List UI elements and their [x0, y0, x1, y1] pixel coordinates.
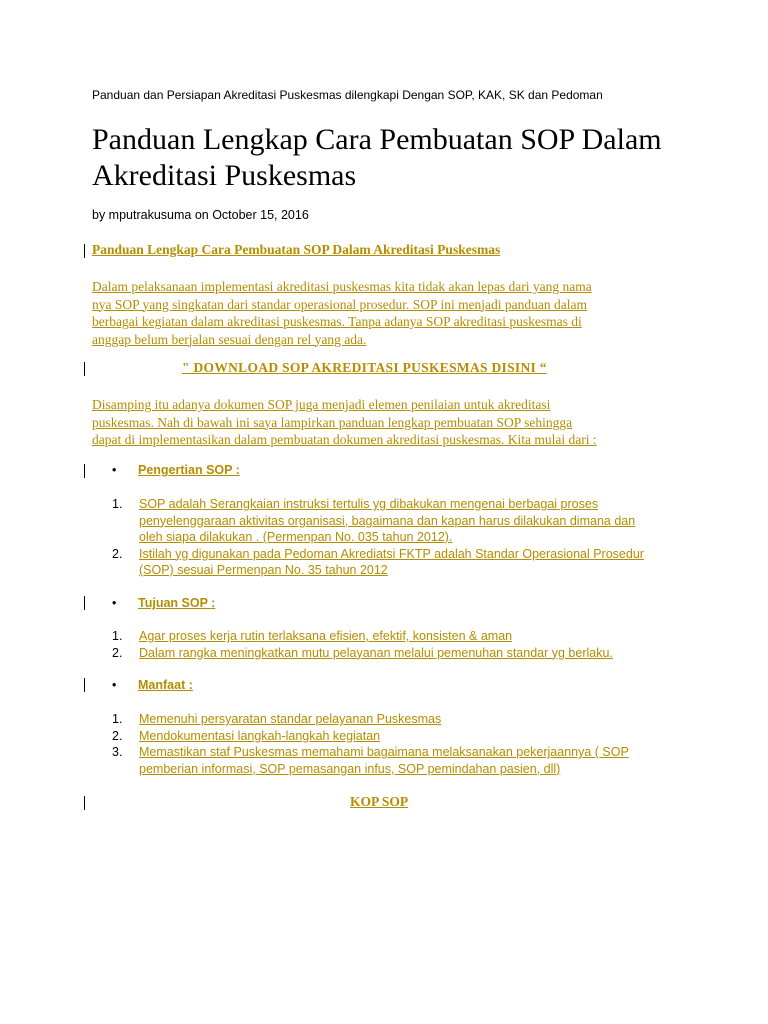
- list-item: [112, 744, 672, 777]
- margin-bar: [84, 678, 85, 692]
- list-number: 2.: [112, 645, 123, 660]
- list-line: (SOP) sesuai Permenpan No. 35 tahun 2012: [139, 563, 388, 577]
- list-line: Agar proses kerja rutin terlaksana efisien, efektif, konsisten & aman: [139, 629, 513, 643]
- list-item: [112, 628, 672, 645]
- document-header-line: Panduan dan Persiapan Akreditasi Puskesmas dilengkapi Dengan SOP, KAK, SK dan Pedoman: [92, 88, 603, 102]
- second-paragraph[interactable]: [92, 396, 692, 449]
- intro-line: Dalam pelaksanaan implementasi akreditasi puskesmas kita tidak akan lepas dari yang nama: [92, 279, 592, 294]
- list-item-link[interactable]: [139, 744, 672, 777]
- kop-sop-link[interactable]: KOP SOP: [350, 794, 409, 809]
- list-number: 1.: [112, 629, 123, 643]
- list-line: oleh siapa dilakukan . (Permenpan No. 035 tahun 2012).: [139, 530, 453, 544]
- list-item: [112, 645, 672, 662]
- list-line: Dalam rangka meningkatkan mutu pelayanan melalui pemenuhan standar yg berlaku.: [139, 645, 613, 660]
- subheading-link[interactable]: Panduan Lengkap Cara Pembuatan SOP Dalam Akreditasi Puskesmas: [92, 242, 501, 257]
- margin-bar: [84, 244, 85, 258]
- section-label[interactable]: Tujuan SOP :: [138, 596, 216, 610]
- list-item: [112, 496, 672, 546]
- list-number: 2.: [112, 728, 123, 743]
- list-line: Mendokumentasi langkah-langkah kegiatan: [139, 728, 381, 743]
- bullet-icon: •: [112, 678, 117, 692]
- list-item-link[interactable]: [139, 728, 672, 745]
- list-item: [112, 728, 672, 745]
- list-item-link[interactable]: [139, 496, 672, 546]
- intro-line: anggap belum berjalan sesuai dengan rel yang ada.: [92, 331, 367, 347]
- ordered-list-tujuan: [112, 628, 672, 661]
- section-bullet-manfaat: [112, 678, 193, 692]
- paragraph-line: Disamping itu adanya dokumen SOP juga menjadi elemen penilaian untuk akreditasi: [92, 397, 551, 412]
- section-label[interactable]: Manfaat :: [138, 678, 193, 692]
- section-label[interactable]: Pengertian SOP :: [138, 463, 240, 477]
- list-line: Istilah yg digunakan pada Pedoman Akrediatsi FKTP adalah Standar Operasional Prosedur: [139, 546, 644, 561]
- section-bullet-tujuan: [112, 596, 215, 610]
- list-item-link[interactable]: [139, 645, 672, 662]
- bullet-icon: •: [112, 596, 117, 610]
- list-number: 2.: [112, 546, 123, 561]
- section-bullet-pengertian: [112, 463, 240, 477]
- list-number: 1.: [112, 497, 123, 511]
- byline: by mputrakusuma on October 15, 2016: [92, 208, 309, 222]
- list-line: SOP adalah Serangkaian instruksi tertulis yg dibakukan mengenai berbagai proses: [139, 497, 599, 511]
- list-number: 1.: [112, 712, 123, 726]
- ordered-list-manfaat: [112, 711, 672, 777]
- intro-paragraph[interactable]: [92, 278, 692, 348]
- margin-bar: [84, 362, 85, 376]
- ordered-list-pengertian: [112, 496, 672, 579]
- list-line: pemberian informasi, SOP pemasangan infus, SOP pemindahan pasien, dll): [139, 761, 561, 776]
- page-title: Panduan Lengkap Cara Pembuatan SOP Dalam Akreditasi Puskesmas: [92, 123, 662, 192]
- list-line: Memastikan staf Puskesmas memahami bagaimana melaksanakan pekerjaannya ( SOP: [139, 745, 629, 759]
- list-item: [112, 546, 672, 579]
- margin-bar: [84, 464, 85, 478]
- margin-bar: [84, 596, 85, 610]
- paragraph-line: puskesmas. Nah di bawah ini saya lampirkan panduan lengkap pembuatan SOP sehingga: [92, 414, 573, 430]
- margin-bar: [84, 796, 85, 810]
- list-number: 3.: [112, 745, 123, 759]
- paragraph-line: dapat di implementasikan dalam pembuatan dokumen akreditasi puskesmas. Kita mulai dari :: [92, 432, 597, 447]
- bullet-icon: •: [112, 463, 117, 477]
- list-item-link[interactable]: [139, 546, 672, 579]
- list-item-link[interactable]: [139, 711, 672, 728]
- list-line: Memenuhi persyaratan standar pelayanan Puskesmas: [139, 712, 442, 726]
- list-item-link[interactable]: [139, 628, 672, 645]
- intro-line: nya SOP yang singkatan dari standar operasional prosedur. SOP ini menjadi panduan dalam: [92, 296, 588, 312]
- download-sop-link[interactable]: " DOWNLOAD SOP AKREDITASI PUSKESMAS DISINI “: [182, 360, 547, 375]
- list-line: penyelenggaraan aktivitas organisasi, bagaimana dan kapan harus dilakukan dimana dan: [139, 513, 636, 528]
- list-item: [112, 711, 672, 728]
- intro-line: berbagai kegiatan dalam akreditasi puskesmas. Tanpa adanya SOP akreditasi puskesmas di: [92, 314, 582, 329]
